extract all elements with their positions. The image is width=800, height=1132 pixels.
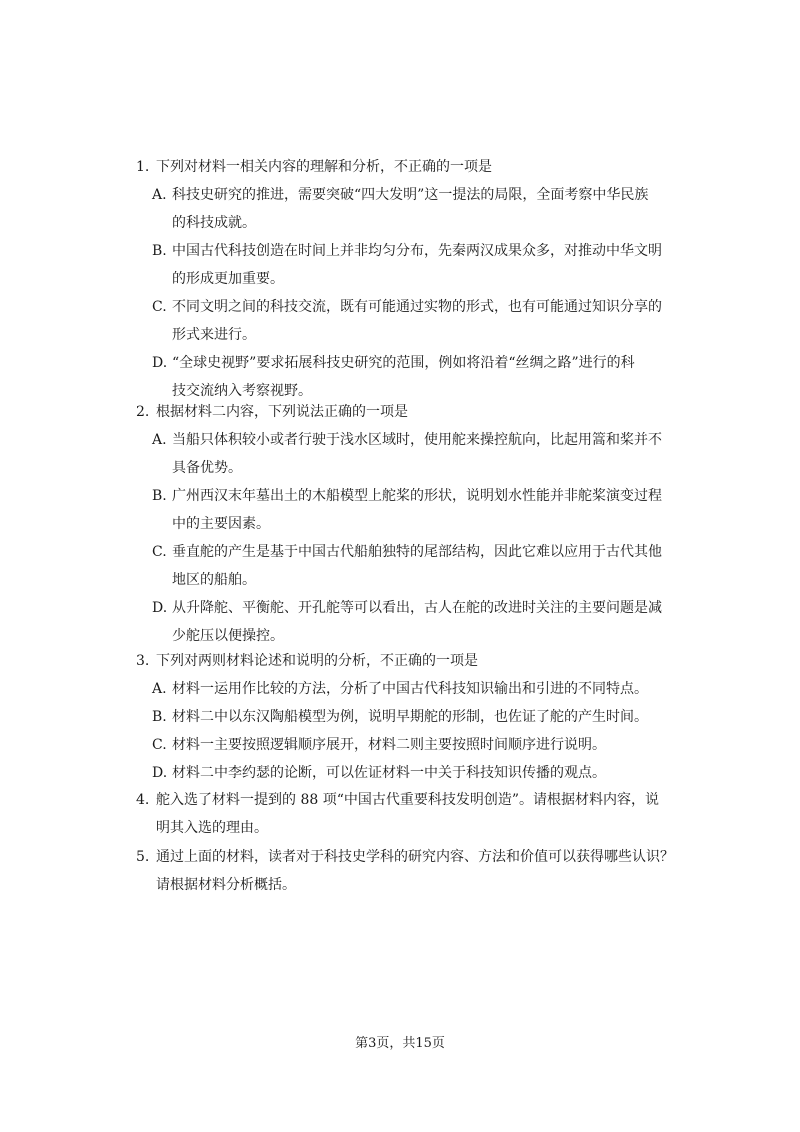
question-4-stem	[136, 786, 676, 814]
page-number-label: 第3页，共15页	[355, 1036, 445, 1051]
option-d	[136, 759, 676, 787]
option-a	[136, 675, 676, 703]
question-text-cont: 明其入选的理由。	[156, 820, 268, 836]
question-number: 4.	[136, 792, 150, 808]
question-2-stem	[136, 398, 676, 426]
option-d	[136, 349, 676, 405]
option-text: 当船只体积较小或者行驶于浅水区域时，使用舵来操控航向，比起用篙和桨并不	[172, 432, 662, 448]
option-letter: B.	[152, 488, 167, 504]
option-c	[136, 293, 676, 349]
option-letter: C.	[152, 737, 167, 753]
option-text: 垂直舵的产生是基于中国古代船舶独特的尾部结构，因此它难以应用于古代其他	[172, 544, 662, 560]
option-text-cont: 少舵压以便操控。	[172, 628, 284, 644]
question-5-stem	[136, 843, 676, 871]
option-letter: D.	[152, 600, 168, 616]
option-text-cont: 具备优势。	[172, 460, 242, 476]
option-c	[136, 538, 676, 594]
option-text: 不同文明之间的科技交流，既有可能通过实物的形式，也有可能通过知识分享的	[172, 299, 662, 315]
question-5	[136, 843, 676, 899]
question-1-stem	[136, 153, 676, 181]
option-letter: C.	[152, 544, 167, 560]
question-text: 下列对材料一相关内容的理解和分析，不正确的一项是	[156, 159, 492, 175]
option-text-cont: 的形成更加重要。	[172, 271, 284, 287]
option-text-cont: 中的主要因素。	[172, 516, 270, 532]
option-letter: B.	[152, 709, 167, 725]
question-text-cont: 请根据材料分析概括。	[156, 877, 296, 893]
question-1	[136, 153, 676, 405]
question-3	[136, 647, 676, 787]
option-text: “全球史视野”要求拓展科技史研究的范围，例如将沿着“丝绸之路”进行的科	[172, 355, 635, 371]
option-letter: A.	[152, 187, 167, 203]
option-a	[136, 426, 676, 482]
option-letter: A.	[152, 681, 167, 697]
question-text: 通过上面的材料，读者对于科技史学科的研究内容、方法和价值可以获得哪些认识？	[156, 849, 674, 865]
option-letter: D.	[152, 765, 168, 781]
question-3-stem	[136, 647, 676, 675]
question-text: 根据材料二内容，下列说法正确的一项是	[156, 404, 408, 420]
option-letter: A.	[152, 432, 167, 448]
option-text: 科技史研究的推进，需要突破“四大发明”这一提法的局限，全面考察中华民族	[172, 187, 649, 203]
option-text: 材料一运用作比较的方法，分析了中国古代科技知识输出和引进的不同特点。	[172, 681, 648, 697]
option-text-cont: 技交流纳入考察视野。	[172, 383, 312, 399]
option-text: 材料二中以东汉陶船模型为例，说明早期舵的形制，也佐证了舵的产生时间。	[172, 709, 648, 725]
option-text-cont: 地区的船舶。	[172, 572, 256, 588]
option-text: 广州西汉末年墓出土的木船模型上舵桨的形状，说明划水性能并非舵桨演变过程	[172, 488, 662, 504]
option-text: 材料二中李约瑟的论断，可以佐证材料一中关于科技知识传播的观点。	[172, 765, 606, 781]
question-number: 2.	[136, 404, 150, 420]
option-b	[136, 482, 676, 538]
option-letter: C.	[152, 299, 167, 315]
option-d	[136, 594, 676, 650]
question-number: 3.	[136, 653, 150, 669]
question-4	[136, 786, 676, 842]
option-text-cont: 形式来进行。	[172, 327, 256, 343]
option-text-cont: 的科技成就。	[172, 215, 256, 231]
option-text: 材料一主要按照逻辑顺序展开，材料二则主要按照时间顺序进行说明。	[172, 737, 606, 753]
question-text: 下列对两则材料论述和说明的分析，不正确的一项是	[156, 653, 478, 669]
option-letter: B.	[152, 243, 167, 259]
question-number: 1.	[136, 159, 150, 175]
question-2	[136, 398, 676, 650]
option-c	[136, 731, 676, 759]
option-text: 从升降舵、平衡舵、开孔舵等可以看出，古人在舵的改进时关注的主要问题是减	[172, 600, 662, 616]
question-number: 5.	[136, 849, 150, 865]
option-letter: D.	[152, 355, 168, 371]
question-text: 舵入选了材料一提到的 88 项“中国古代重要科技发明创造”。请根据材料内容，说	[156, 792, 660, 808]
option-b	[136, 237, 676, 293]
page-footer	[0, 1032, 800, 1051]
option-b	[136, 703, 676, 731]
option-a	[136, 181, 676, 237]
option-text: 中国古代科技创造在时间上并非均匀分布，先秦两汉成果众多，对推动中华文明	[172, 243, 662, 259]
